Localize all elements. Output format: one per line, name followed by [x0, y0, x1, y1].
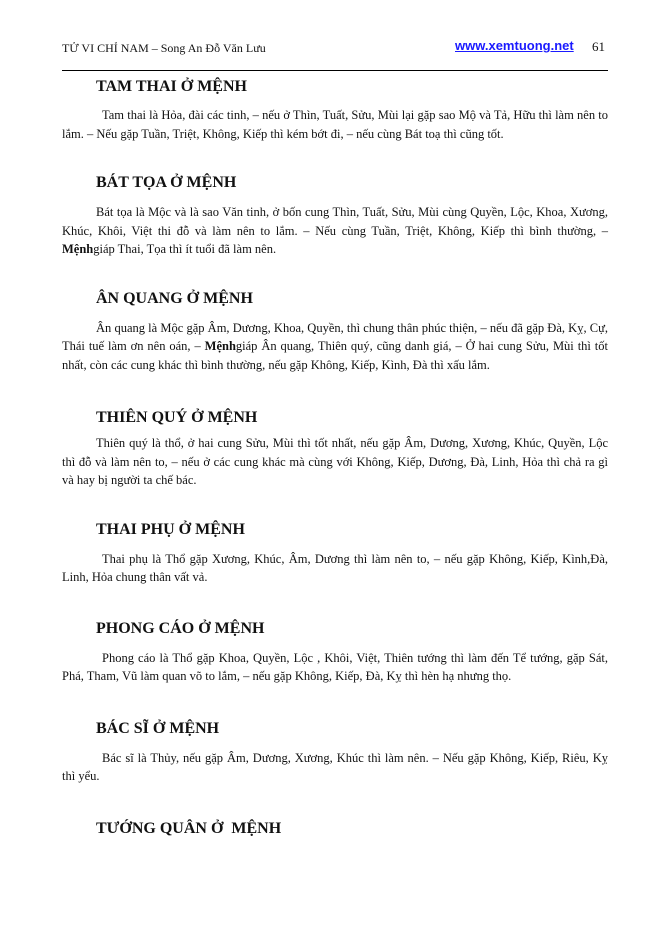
section-heading: THIÊN QUÝ Ở MỆNH [96, 409, 258, 426]
section-paragraph [62, 319, 608, 375]
section-heading: TƯỚNG QUÂN Ở MỆNH [96, 819, 282, 837]
section-heading: ÂN QUANG Ở MỆNH [96, 289, 253, 307]
page-header [62, 37, 608, 57]
section-heading: TAM THAI Ở MỆNH [96, 78, 247, 95]
section-paragraph: Bác sĩ là Thủy, nếu gặp Âm, Dương, Xương, Khúc thì làm nên. – Nếu gặp Không, Kiếp, Riêu, Kỵ thì yểu. [62, 750, 608, 783]
section-heading: THAI PHỤ Ở MỆNH [96, 520, 245, 538]
paragraph-text: Bát tọa là Mộc và là sao Văn tinh, ở bốn cung Thìn, Tuất, Sửu, Mùi cùng Quyền, Lộc, Khoa, Xương, Khúc, Khôi, Việt thi đỗ và làm nên to lắm. – Nếu cùng Tuần, Triệt, Không, Kiếp thì bình thường, – [62, 205, 608, 238]
page-number: 61 [592, 39, 605, 54]
page-content [62, 74, 608, 839]
section-paragraph [62, 203, 608, 259]
header-website-link[interactable]: www.xemtuong.net [455, 38, 574, 53]
section-phong-cao [62, 619, 608, 686]
paragraph-text: giáp Thai, Tọa thì ít tuổi đã làm nên. [93, 242, 277, 256]
section-tuong-quan [62, 819, 608, 839]
section-thai-phu [62, 520, 608, 587]
paragraph-text: Ân quang là Mộc gặp Âm, Dương, Khoa, Quyền, thì chung thân phúc thiện, – nếu đã gặp Đà, Kỵ, Cự, Thái tuế làm ơn nên oán, – [62, 320, 608, 353]
section-heading: BÁT TỌA Ở MỆNH [96, 174, 237, 191]
section-heading: BÁC SĨ Ở MỆNH [96, 719, 220, 737]
header-divider [62, 70, 608, 71]
paragraph-bold-word: Mệnh [204, 339, 236, 353]
section-paragraph: Tam thai là Hỏa, đài các tinh, – nếu ở Thìn, Tuất, Sửu, Mùi lại gặp sao Mộ và Tả, Hữu thì làm nên to lắm. – Nếu gặp Tuần, Triệt, Không, Kiếp thì kém bớt đi, – nếu cùng Bát toạ thì cũng tốt. [62, 108, 608, 141]
section-bac-si [62, 719, 608, 786]
section-an-quang [62, 289, 608, 375]
section-paragraph: Thiên quý là thổ, ở hai cung Sửu, Mùi thì tốt nhất, nếu gặp Âm, Dương, Xương, Khúc, Quyền, Lộc thì đỗ và làm nên to, – nếu ở các cung khác mà cùng với Không, Kiếp, Dương, Đà, Linh, Hỏa thì chả ra gì và hay bị người ta chế bác. [62, 436, 608, 487]
section-thien-quy [62, 408, 608, 490]
header-book-title: TỬ VI CHỈ NAM – Song An Đỗ Văn Lưu [62, 41, 266, 55]
section-bat-toa [62, 173, 608, 259]
section-heading: PHONG CÁO Ở MỆNH [96, 619, 265, 637]
paragraph-bold-word: Mệnh [62, 242, 94, 256]
section-paragraph: Thai phụ là Thổ gặp Xương, Khúc, Âm, Dương thì làm nên to, – nếu gặp Không, Kiếp, Kình,Đà, Linh, Hỏa chung thân vất vả. [62, 551, 608, 584]
section-tam-thai [62, 77, 608, 143]
section-paragraph: Phong cáo là Thổ gặp Khoa, Quyền, Lộc , Khôi, Việt, Thiên tướng thì làm đến Tể tướng, gặp Sát, Phá, Tham, Vũ làm quan võ to lắm, – nếu gặp Không, Kiếp, Đà, Kỵ thì hèn hạ nhưng thọ. [62, 650, 608, 683]
paragraph-text: giáp Ân quang, Thiên quý, cũng danh giá, – Ở hai cung Sửu, Mùi thì tốt nhất, còn các cung khác thì bình thường, nếu gặp Không, Kiếp, Kình, Đà thì xấu lắm. [62, 339, 608, 372]
